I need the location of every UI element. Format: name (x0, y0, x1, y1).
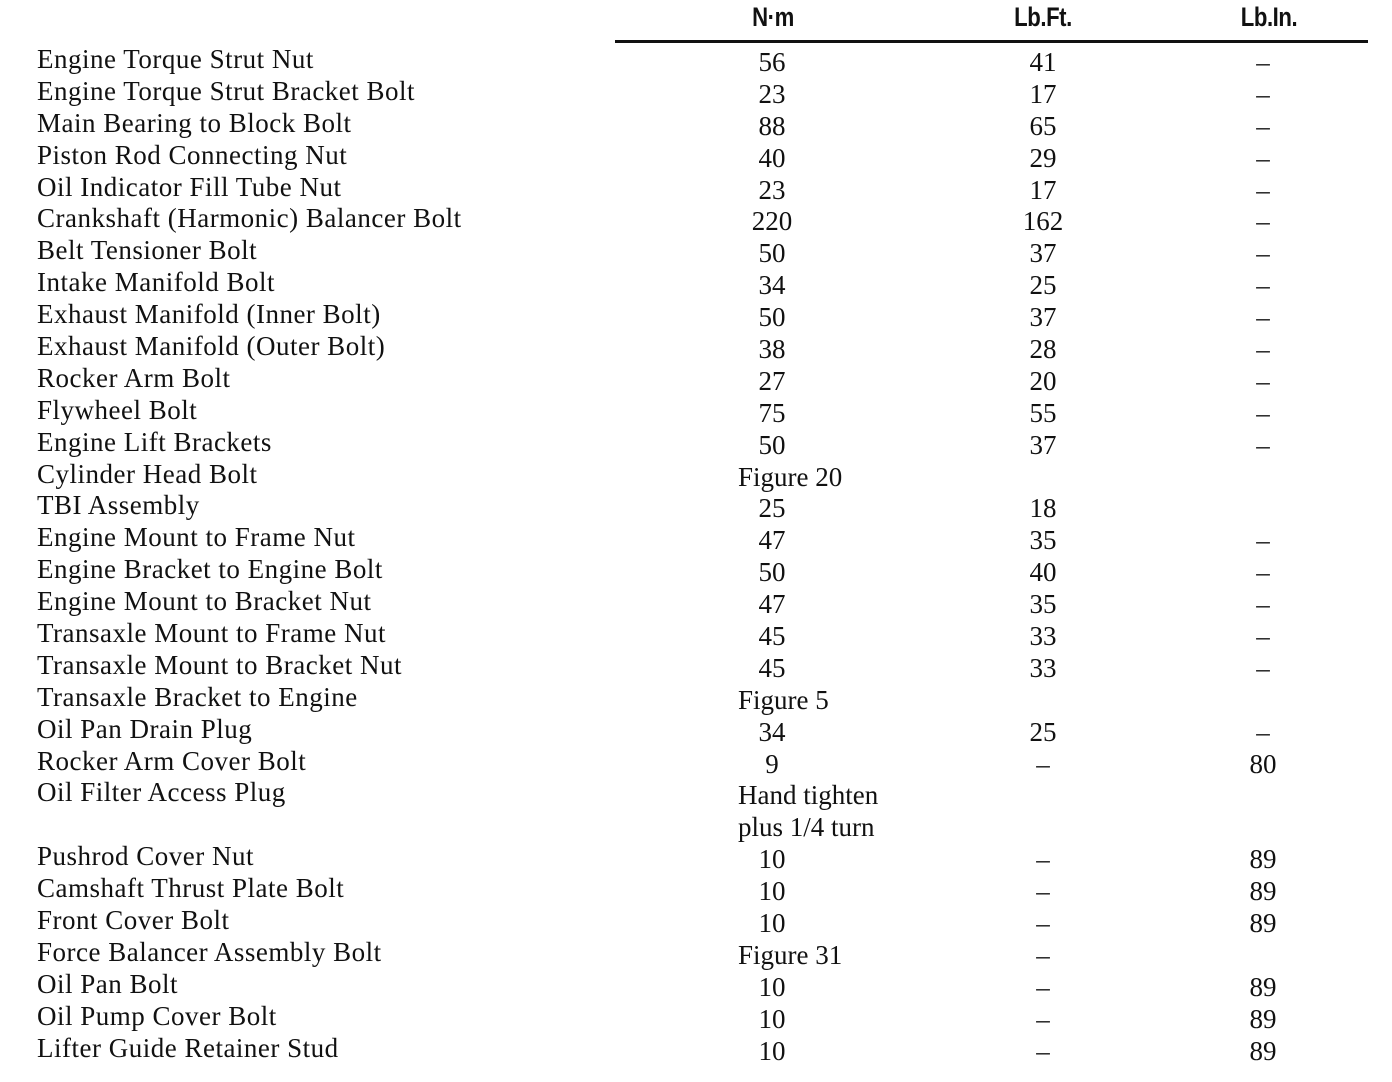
value-pound-inches: – (1256, 652, 1270, 683)
value-pound-inches: 89 (1249, 971, 1277, 1002)
fastener-name: TBI Assembly (37, 490, 200, 521)
value-pound-inches: – (1256, 270, 1270, 301)
table-row (0, 203, 1392, 235)
value-newton-meters: 34 (758, 270, 786, 301)
value-pound-feet: 33 (1029, 621, 1057, 652)
value-newton-meters: 34 (758, 716, 786, 747)
fastener-name: Engine Lift Brackets (37, 426, 272, 457)
fastener-name: Main Bearing to Block Bolt (37, 107, 352, 138)
value-pound-inches: – (1256, 429, 1270, 460)
value-pound-feet: 40 (1029, 557, 1057, 588)
value-newton-meters: Figure 20 (738, 461, 843, 492)
value-newton-meters: 50 (758, 302, 786, 333)
value-pound-inches: 89 (1249, 876, 1277, 907)
value-pound-feet: 65 (1029, 110, 1057, 141)
value-newton-meters: 50 (758, 429, 786, 460)
value-pound-feet: 33 (1029, 652, 1057, 683)
value-newton-meters: 45 (758, 621, 786, 652)
fastener-name: Exhaust Manifold (Outer Bolt) (37, 331, 386, 362)
value-newton-meters: 47 (758, 589, 786, 620)
value-pound-feet: 17 (1029, 78, 1057, 109)
value-newton-meters: 25 (758, 493, 786, 524)
value-newton-meters: 10 (758, 1003, 786, 1034)
value-newton-meters: 10 (758, 1035, 786, 1066)
value-pound-feet: 35 (1029, 589, 1057, 620)
value-newton-meters: 40 (758, 142, 786, 173)
fastener-name: Lifter Guide Retainer Stud (37, 1032, 339, 1063)
fastener-name: Engine Torque Strut Bracket Bolt (37, 75, 416, 106)
value-pound-inches: – (1256, 621, 1270, 652)
value-newton-meters: 45 (758, 652, 786, 683)
value-newton-meters: 23 (758, 174, 786, 205)
value-pound-inches: – (1256, 302, 1270, 333)
table-row (0, 522, 1392, 554)
value-pound-feet: 18 (1029, 493, 1057, 524)
fastener-name: Engine Mount to Bracket Nut (37, 586, 372, 617)
table-row (0, 363, 1392, 395)
fastener-name: Transaxle Mount to Frame Nut (37, 618, 386, 649)
value-pound-inches: – (1256, 78, 1270, 109)
value-newton-meters: 220 (751, 206, 793, 237)
value-pound-inches: – (1256, 238, 1270, 269)
fastener-name: Engine Torque Strut Nut (37, 44, 314, 74)
fastener-name: Flywheel Bolt (37, 394, 198, 425)
table-row (0, 650, 1392, 682)
value-pound-inches: 80 (1249, 748, 1277, 779)
fastener-name: Pushrod Cover Nut (37, 841, 254, 872)
fastener-name: Transaxle Bracket to Engine (37, 681, 358, 712)
fastener-name: Piston Rod Connecting Nut (37, 139, 348, 170)
value-newton-meters: Figure 5 (738, 684, 829, 715)
value-pound-feet: – (1036, 971, 1050, 1002)
value-pound-inches: – (1256, 110, 1270, 141)
table-row (0, 1033, 1392, 1065)
value-pound-feet: 20 (1029, 365, 1057, 396)
table-row (0, 746, 1392, 778)
value-pound-inches: 89 (1249, 1003, 1277, 1034)
table-row (0, 299, 1392, 331)
fastener-name: Oil Pan Drain Plug (37, 713, 253, 744)
value-newton-meters: 50 (758, 557, 786, 588)
table-row (0, 76, 1392, 108)
value-pound-feet: – (1036, 1003, 1050, 1034)
fastener-name: Rocker Arm Bolt (37, 362, 231, 393)
column-header-pound-feet: Lb.Ft. (1014, 2, 1072, 32)
value-pound-inches: 89 (1249, 844, 1277, 875)
table-row (0, 395, 1392, 427)
value-newton-meters: 38 (758, 334, 786, 365)
value-pound-feet: – (1036, 1035, 1050, 1066)
value-pound-feet: – (1036, 939, 1050, 970)
fastener-name: Oil Filter Access Plug (37, 777, 286, 808)
value-pound-inches: – (1256, 206, 1270, 237)
value-newton-meters: 10 (758, 908, 786, 939)
value-pound-inches: – (1256, 142, 1270, 173)
value-pound-feet: 25 (1029, 716, 1057, 747)
value-pound-inches: – (1256, 716, 1270, 747)
value-newton-meters: 23 (758, 78, 786, 109)
table-row (0, 1001, 1392, 1033)
value-pound-feet: 37 (1029, 302, 1057, 333)
value-newton-meters: 27 (758, 365, 786, 396)
value-pound-inches: 89 (1249, 1035, 1277, 1066)
table-row (0, 777, 1392, 841)
value-pound-feet: 41 (1029, 47, 1057, 77)
table-row (0, 140, 1392, 172)
value-newton-meters: 88 (758, 110, 786, 141)
table-row (0, 172, 1392, 204)
fastener-name: Rocker Arm Cover Bolt (37, 745, 307, 776)
column-header-pound-inches: Lb.In. (1240, 2, 1298, 32)
fastener-name: Belt Tensioner Bolt (37, 235, 258, 266)
table-row (0, 554, 1392, 586)
value-pound-inches: – (1256, 365, 1270, 396)
value-newton-meters: 50 (758, 238, 786, 269)
value-pound-feet: 55 (1029, 397, 1057, 428)
value-pound-feet: 25 (1029, 270, 1057, 301)
table-row (0, 490, 1392, 522)
value-pound-inches: – (1256, 557, 1270, 588)
value-newton-meters: 10 (758, 844, 786, 875)
value-newton-meters: 10 (758, 971, 786, 1002)
value-newton-meters: 10 (758, 876, 786, 907)
value-newton-meters: Hand tighten plus 1/4 turn (738, 780, 879, 843)
table-row (0, 937, 1392, 969)
table-row (0, 618, 1392, 650)
fastener-name: Cylinder Head Bolt (37, 458, 258, 489)
value-newton-meters: 47 (758, 525, 786, 556)
table-row (0, 905, 1392, 937)
table-row (0, 267, 1392, 299)
value-pound-feet: 29 (1029, 142, 1057, 173)
value-pound-feet: – (1036, 748, 1050, 779)
value-pound-feet: 37 (1029, 238, 1057, 269)
fastener-name: Exhaust Manifold (Inner Bolt) (37, 299, 381, 330)
fastener-name: Oil Pan Bolt (37, 968, 179, 999)
fastener-name: Transaxle Mount to Bracket Nut (37, 649, 402, 680)
value-pound-feet: – (1036, 876, 1050, 907)
value-pound-inches: – (1256, 397, 1270, 428)
value-newton-meters: 9 (765, 748, 779, 779)
table-row (0, 108, 1392, 140)
fastener-name: Camshaft Thrust Plate Bolt (37, 873, 345, 904)
value-pound-feet: 37 (1029, 429, 1057, 460)
torque-spec-table (0, 44, 1392, 1065)
value-pound-inches: 89 (1249, 908, 1277, 939)
value-pound-inches: – (1256, 334, 1270, 365)
table-row (0, 459, 1392, 491)
table-row (0, 44, 1392, 76)
value-pound-feet: 162 (1022, 206, 1064, 237)
value-pound-inches: – (1256, 47, 1270, 77)
table-row (0, 714, 1392, 746)
fastener-name: Oil Pump Cover Bolt (37, 1000, 277, 1031)
value-pound-feet: 17 (1029, 174, 1057, 205)
value-pound-inches: – (1256, 589, 1270, 620)
table-row (0, 586, 1392, 618)
table-row (0, 427, 1392, 459)
value-pound-inches: – (1256, 525, 1270, 556)
value-newton-meters: 75 (758, 397, 786, 428)
value-pound-feet: – (1036, 908, 1050, 939)
fastener-name: Engine Mount to Frame Nut (37, 522, 356, 553)
table-row (0, 969, 1392, 1001)
value-pound-inches: – (1256, 174, 1270, 205)
value-pound-feet: 28 (1029, 334, 1057, 365)
table-row (0, 873, 1392, 905)
fastener-name: Oil Indicator Fill Tube Nut (37, 171, 342, 202)
table-row (0, 235, 1392, 267)
fastener-name: Force Balancer Assembly Bolt (37, 936, 382, 967)
fastener-name: Intake Manifold Bolt (37, 267, 275, 298)
value-newton-meters: Figure 31 (738, 939, 843, 970)
table-row (0, 682, 1392, 714)
value-pound-feet: – (1036, 844, 1050, 875)
value-newton-meters: 56 (758, 47, 786, 77)
table-row (0, 331, 1392, 363)
fastener-name: Engine Bracket to Engine Bolt (37, 554, 383, 585)
column-header-newton-meters: N·m (752, 2, 794, 32)
fastener-name: Crankshaft (Harmonic) Balancer Bolt (37, 203, 462, 234)
header-rule (615, 40, 1368, 43)
table-row (0, 841, 1392, 873)
fastener-name: Front Cover Bolt (37, 905, 230, 936)
value-pound-feet: 35 (1029, 525, 1057, 556)
